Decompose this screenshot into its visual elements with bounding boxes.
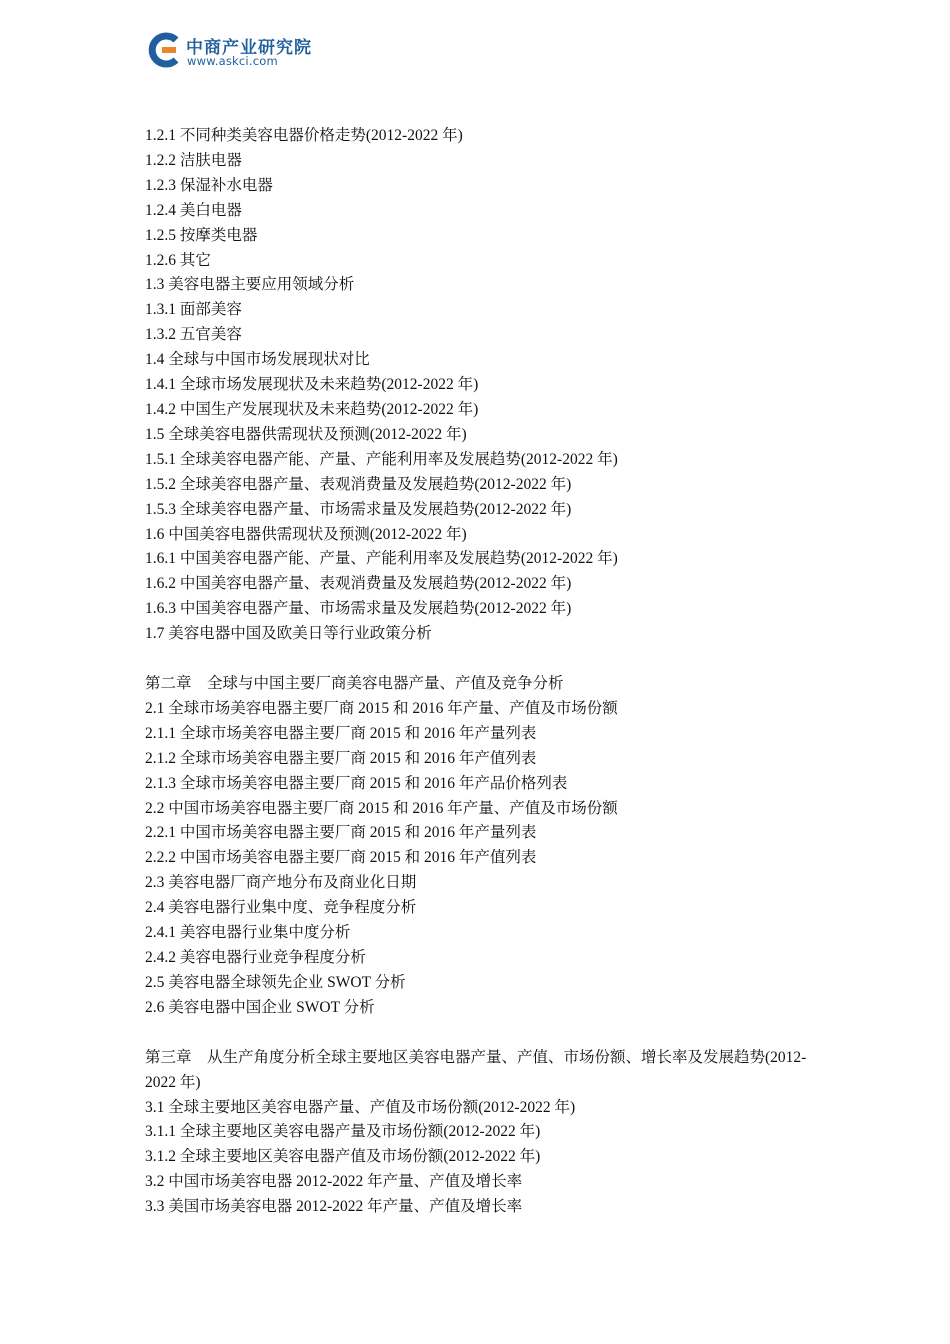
toc-entry: 1.4.2 中国生产发展现状及未来趋势(2012-2022 年) bbox=[145, 400, 479, 418]
toc-entry: 1.2.4 美白电器 bbox=[145, 201, 242, 219]
page-header bbox=[146, 30, 366, 70]
toc-section-1 bbox=[145, 124, 825, 647]
toc-entry: 1.6 中国美容电器供需现状及预测(2012-2022 年) bbox=[145, 525, 467, 543]
toc-entry: 1.5 全球美容电器供需现状及预测(2012-2022 年) bbox=[145, 425, 467, 443]
toc-entry: 2.5 美容电器全球领先企业 SWOT 分析 bbox=[145, 973, 406, 991]
toc-entry: 1.3.2 五官美容 bbox=[145, 326, 242, 344]
table-of-contents bbox=[145, 124, 825, 1220]
toc-entry: 2.2.2 中国市场美容电器主要厂商 2015 和 2016 年产值列表 bbox=[145, 849, 537, 867]
askci-logo-icon bbox=[146, 32, 182, 68]
toc-entry: 1.7 美容电器中国及欧美日等行业政策分析 bbox=[145, 625, 432, 643]
toc-entry: 1.2.6 其它 bbox=[145, 251, 211, 269]
toc-entry: 2.4.2 美容电器行业竞争程度分析 bbox=[145, 949, 366, 966]
toc-entry: 1.6.1 中国美容电器产能、产量、产能利用率及发展趋势(2012-2022 年) bbox=[145, 550, 618, 568]
toc-entry: 1.6.2 中国美容电器产量、表观消费量及发展趋势(2012-2022 年) bbox=[145, 575, 572, 593]
toc-entry: 2.6 美容电器中国企业 SWOT 分析 bbox=[145, 998, 375, 1016]
toc-chapter-2 bbox=[145, 672, 825, 1021]
toc-entry: 1.4.1 全球市场发展现状及未来趋势(2012-2022 年) bbox=[145, 376, 479, 394]
section-spacer bbox=[145, 1021, 825, 1046]
toc-entry: 1.2.2 洁肤电器 bbox=[145, 151, 242, 169]
toc-chapter-3 bbox=[145, 1046, 825, 1220]
chapter-heading: 第二章 全球与中国主要厂商美容电器产量、产值及竞争分析 bbox=[145, 675, 564, 693]
toc-entry: 2.3 美容电器厂商产地分布及商业化日期 bbox=[145, 874, 417, 892]
toc-entry: 1.2.3 保湿补水电器 bbox=[145, 176, 273, 194]
toc-entry: 1.5.3 全球美容电器产量、市场需求量及发展趋势(2012-2022 年) bbox=[145, 500, 572, 518]
logo-name: 中商产业研究院 bbox=[186, 38, 312, 58]
logo-url: www.askci.com bbox=[187, 54, 278, 68]
toc-entry: 2.4.1 美容电器行业集中度分析 bbox=[145, 924, 351, 942]
toc-entry: 3.1.1 全球主要地区美容电器产量及市场份额(2012-2022 年) bbox=[145, 1123, 541, 1141]
toc-entry: 2.1 全球市场美容电器主要厂商 2015 和 2016 年产量、产值及市场份额 bbox=[145, 699, 618, 717]
toc-entry: 1.2.5 按摩类电器 bbox=[145, 226, 258, 244]
toc-entry: 2.4 美容电器行业集中度、竞争程度分析 bbox=[145, 899, 417, 917]
toc-entry: 1.5.1 全球美容电器产能、产量、产能利用率及发展趋势(2012-2022 年) bbox=[145, 450, 618, 468]
toc-entry: 3.2 中国市场美容电器 2012-2022 年产量、产值及增长率 bbox=[145, 1173, 523, 1191]
toc-entry: 2.2 中国市场美容电器主要厂商 2015 和 2016 年产量、产值及市场份额 bbox=[145, 799, 618, 817]
toc-entry: 2.1.3 全球市场美容电器主要厂商 2015 和 2016 年产品价格列表 bbox=[145, 774, 568, 792]
toc-entry: 1.6.3 中国美容电器产量、市场需求量及发展趋势(2012-2022 年) bbox=[145, 600, 572, 618]
toc-entry: 1.3.1 面部美容 bbox=[145, 301, 242, 319]
toc-entry: 1.5.2 全球美容电器产量、表观消费量及发展趋势(2012-2022 年) bbox=[145, 475, 572, 493]
toc-entry: 1.4 全球与中国市场发展现状对比 bbox=[145, 351, 370, 369]
section-spacer bbox=[145, 647, 825, 672]
toc-entry: 3.3 美国市场美容电器 2012-2022 年产量、产值及增长率 bbox=[145, 1198, 523, 1216]
toc-entry: 2.1.2 全球市场美容电器主要厂商 2015 和 2016 年产值列表 bbox=[145, 749, 537, 767]
chapter-heading: 第三章 从生产角度分析全球主要地区美容电器产量、产值、市场份额、增长率及发展趋势(2012-2022 年) bbox=[145, 1048, 807, 1091]
toc-entry: 1.2.1 不同种类美容电器价格走势(2012-2022 年) bbox=[145, 127, 463, 144]
toc-entry: 2.1.1 全球市场美容电器主要厂商 2015 和 2016 年产量列表 bbox=[145, 724, 537, 742]
toc-entry: 3.1 全球主要地区美容电器产量、产值及市场份额(2012-2022 年) bbox=[145, 1098, 576, 1116]
toc-entry: 3.1.2 全球主要地区美容电器产值及市场份额(2012-2022 年) bbox=[145, 1148, 541, 1166]
toc-entry: 1.3 美容电器主要应用领域分析 bbox=[145, 276, 355, 294]
toc-entry: 2.2.1 中国市场美容电器主要厂商 2015 和 2016 年产量列表 bbox=[145, 824, 537, 842]
